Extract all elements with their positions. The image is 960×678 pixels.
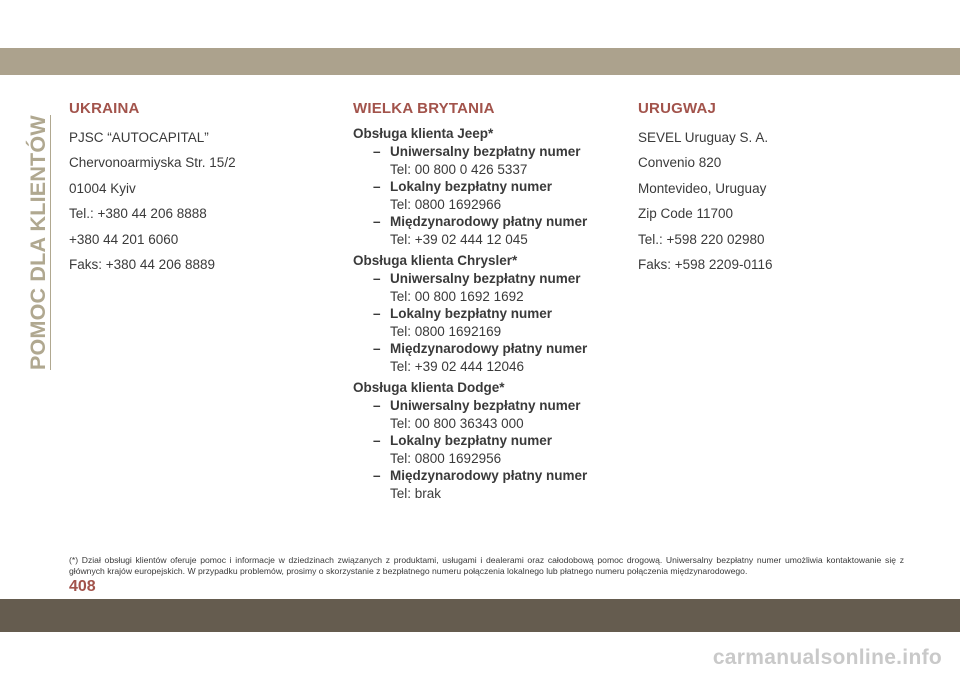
- section-side-title: POMOC DLA KLIENTÓW: [26, 115, 50, 370]
- group-title-dodge: Obsługa klienta Dodge*: [353, 380, 505, 395]
- entry-dodge-local: [373, 432, 623, 467]
- bottom-band: [0, 599, 960, 632]
- entry-dodge-international: [373, 467, 623, 502]
- entry-tel: Tel: +39 02 444 12 045: [390, 231, 528, 247]
- uruguay-line-1: Convenio 820: [638, 155, 722, 171]
- entry-tel: Tel: +39 02 444 12046: [390, 358, 524, 374]
- entry-tel: Tel: 0800 1692169: [390, 323, 502, 339]
- entry-tel: Tel: 00 800 1692 1692: [390, 288, 524, 304]
- top-band: [0, 48, 960, 75]
- uruguay-line-4: Tel.: +598 220 02980: [638, 231, 765, 247]
- watermark: carmanualsonline.info: [712, 646, 942, 669]
- group-title-jeep: Obsługa klienta Jeep*: [353, 126, 494, 141]
- heading-uruguay: URUGWAJ: [638, 100, 717, 117]
- entry-title: Międzynarodowy płatny numer: [390, 341, 588, 356]
- entry-tel: Tel: 00 800 36343 000: [390, 415, 524, 431]
- entry-tel: Tel: 0800 1692966: [390, 196, 502, 212]
- entry-chrysler-international: [373, 340, 623, 375]
- entry-tel: Tel: 00 800 0 426 5337: [390, 161, 528, 177]
- entry-jeep-international: [373, 213, 623, 248]
- entry-jeep-universal: [373, 143, 623, 178]
- group-chrysler: [353, 252, 623, 375]
- entry-title: Lokalny bezpłatny numer: [390, 433, 553, 448]
- heading-uk: WIELKA BRYTANIA: [353, 100, 495, 117]
- uruguay-line-3: Zip Code 11700: [638, 206, 734, 222]
- entry-title: Lokalny bezpłatny numer: [390, 179, 553, 194]
- dash: –: [373, 179, 381, 194]
- dash: –: [373, 433, 381, 448]
- dash: –: [373, 398, 381, 413]
- entry-tel: Tel: 0800 1692956: [390, 450, 502, 466]
- ukraine-line-2: 01004 Kyiv: [69, 180, 136, 196]
- group-jeep: [353, 125, 623, 248]
- uruguay-line-2: Montevideo, Uruguay: [638, 180, 767, 196]
- dash: –: [373, 271, 381, 286]
- dash: –: [373, 306, 381, 321]
- ukraine-line-3: Tel.: +380 44 206 8888: [69, 206, 207, 222]
- entry-chrysler-local: [373, 305, 623, 340]
- entry-title: Międzynarodowy płatny numer: [390, 468, 588, 483]
- group-dodge: [353, 379, 623, 502]
- entry-jeep-local: [373, 178, 623, 213]
- uruguay-line-5: Faks: +598 2209-0116: [638, 257, 773, 273]
- ukraine-line-4: +380 44 201 6060: [69, 231, 179, 247]
- dash: –: [373, 341, 381, 356]
- dash: –: [373, 144, 381, 159]
- entry-title: Uniwersalny bezpłatny numer: [390, 144, 581, 159]
- entry-tel: Tel: brak: [390, 485, 442, 501]
- entry-title: Uniwersalny bezpłatny numer: [390, 398, 581, 413]
- heading-ukraine: UKRAINA: [69, 100, 140, 117]
- entry-title: Uniwersalny bezpłatny numer: [390, 271, 581, 286]
- column-uruguay: [638, 100, 898, 277]
- entry-dodge-universal: [373, 397, 623, 432]
- entry-title: Lokalny bezpłatny numer: [390, 306, 553, 321]
- uruguay-line-0: SEVEL Uruguay S. A.: [638, 130, 769, 145]
- ukraine-line-1: Chervonoarmiyska Str. 15/2: [69, 155, 236, 171]
- ukraine-line-0: PJSC “AUTOCAPITAL”: [69, 130, 209, 145]
- entry-chrysler-universal: [373, 270, 623, 305]
- entry-title: Międzynarodowy płatny numer: [390, 214, 588, 229]
- column-uk: [353, 100, 623, 506]
- column-ukraine: [69, 100, 329, 277]
- ukraine-line-5: Faks: +380 44 206 8889: [69, 257, 215, 273]
- dash: –: [373, 214, 381, 229]
- footnote: (*) Dział obsługi klientów oferuje pomoc i informacje w dziedzinach związanych z produktami, usługami i dealerami oraz całodobową pomoc drogową. Uniwersalny bezpłatny numer umożliwia kontaktowanie się z głównych krajów europejskich. W przypadku problemów, prosimy o skorzystanie z bezpłatnego numeru połączenia lokalnego lub płatnego numeru połączenia międzynarodowego.: [69, 555, 904, 576]
- group-title-chrysler: Obsługa klienta Chrysler*: [353, 253, 518, 268]
- page-number: 408: [69, 578, 96, 595]
- dash: –: [373, 468, 381, 483]
